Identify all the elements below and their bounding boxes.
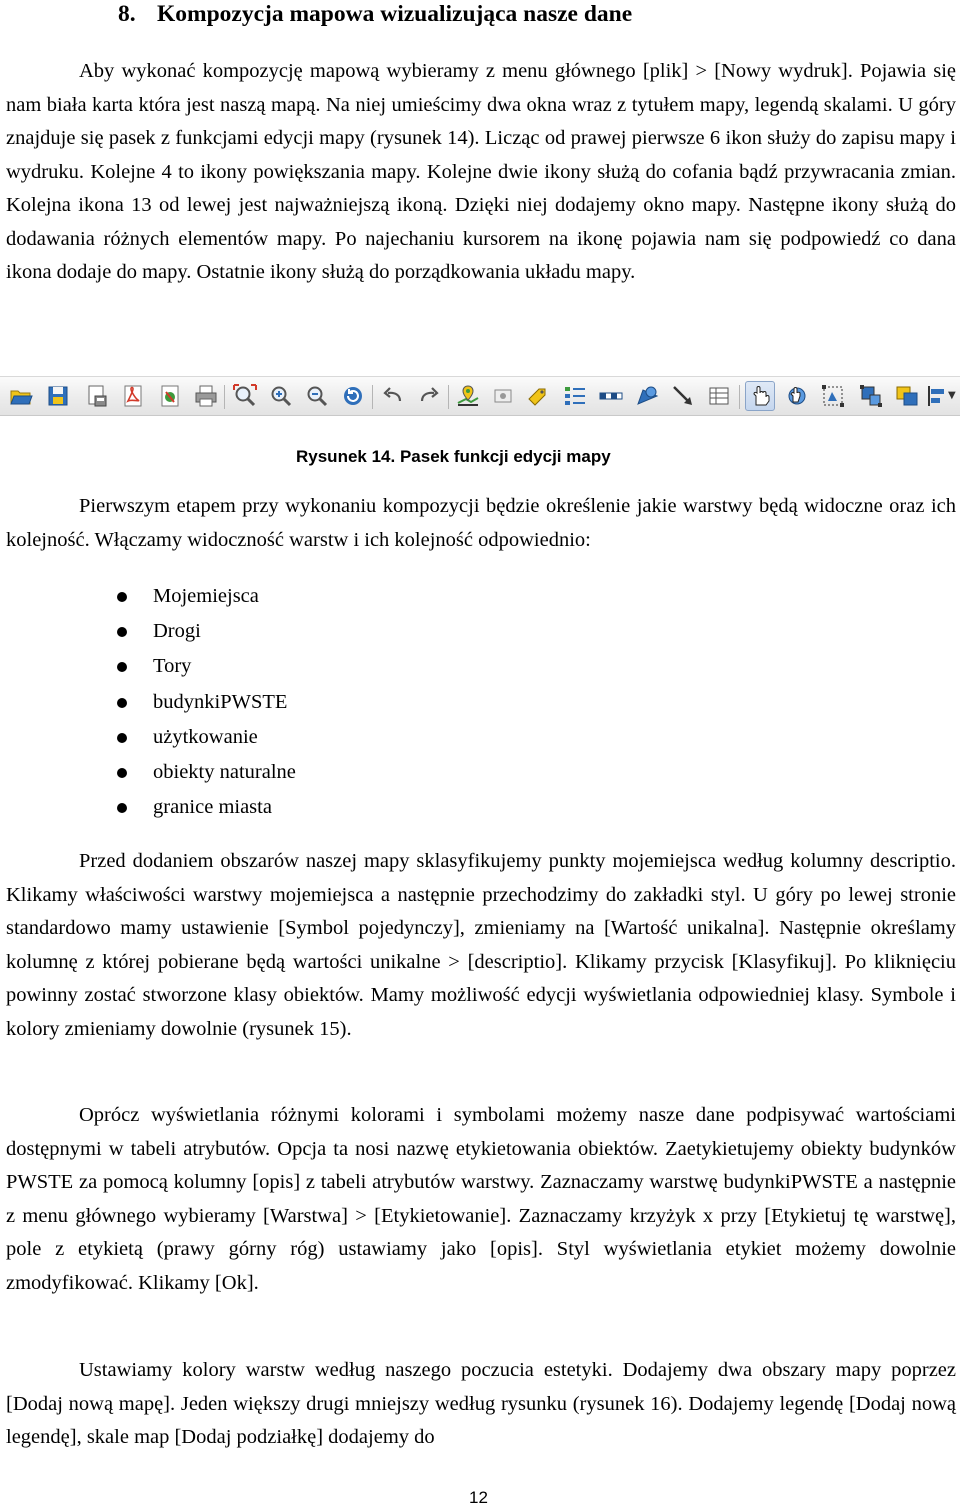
save-as-template-icon xyxy=(84,383,110,409)
align-items-icon xyxy=(924,383,946,409)
add-shape-icon xyxy=(634,383,660,409)
bullet-icon xyxy=(117,698,127,708)
add-label-icon xyxy=(524,383,550,409)
map-edit-toolbar xyxy=(0,376,960,416)
zoom-out-icon xyxy=(304,383,330,409)
raise-items-icon xyxy=(894,383,920,409)
document-page: 8. Kompozycja mapowa wizualizująca nasze dane Aby wykonać kompozycję mapową wybieramy z menu głównego [plik] > [Nowy wydruk]. Pojawia się nam biała karta która jest naszą mapą. Na niej umieścimy dwa okna wraz z tytułem mapy, legendą skalami. U góry znajduje się pasek z funkcjami edycji mapy (rysunek 14). Licząc od prawej pierwsze 6 ikon służy do zapisu mapy i wydruku. Kolejne 4 to ikony powiększania mapy. Kolejne dwie ikony służą do cofania bądź przywracania zmian. Kolejna ikona 13 od lewej jest najważniejszą ikoną. Dzięki niej dodajemy okno mapy. Następne ikony służą do dodawania różnych elementów mapy. Po najechaniu kursorem na ikonę pojawia nam się podpowiedź co dana ikona dodaje do mapy. Ostatnie ikony służą do porządkowania układu mapy. ▼ Rysunek 14. Pasek funkcji edycji mapy Pierwszym etapem przy wykonaniu kompozycji będzie określenie jakie warstwy będą widoczne oraz ich kolejność. Włączamy widoczność warstw i ich kolejność odpowiednio: Mojemiejsca Drogi Tory budynkiPWSTE użytkowanie obiekty naturalne granice miasta Przed dodaniem obszarów naszej mapy sklasyfikujemy punkty mojemiejsca według kolumny descriptio. Klikamy właściwości warstwy mojemiejsca a następnie przechodzimy do zakładki styl. U góry po lewej stronie standardowo mamy ustawienie [Symbol pojedynczy], zmieniamy na [Wartość unikalna]. Następnie określamy kolumnę z której pobierane będą wartości unikalne > [descriptio]. Klikamy przycisk [Klasyfikuj]. Po kliknięciu powinny zostać stworzone klasy obiektów. Mamy możliwość edycji wyświetlania odpowiedniej klasy. Symbole i kolory zmieniamy dowolnie (rysunek 15). Oprócz wyświetlania różnymi kolorami i symbolami możemy nasze dane podpisywać wartościami dostępnymi w tabeli atrybutów. Opcja ta nosi nazwę etykietowania obiektów. Zaetykietujemy obiekty budynków PWSTE za pomocą kolumny [opis] z tabeli atrybutów warstwy. Zaznaczamy warstwę budynkiPWSTE a następnie z menu głównego wybieramy [Warstwa] > [Etykietowanie]. Zaznaczamy krzyżyk x przy [Etykietuj tę warstwę], pole z etykietą (prawy górny róg) ustawiamy jako [opis]. Styl wyświetlania etykiet możemy dowolnie zmodyfikować. Klikamy [Ok]. Ustawiamy kolory warstw według naszego poczucia estetyki. Dodajemy dwa obszary mapy poprzez [Dodaj nową mapę]. Jeden większy drugi mniejszy według rysunku (rysunek 16). Dodajemy legendę [Dodaj nową legendę], skale map [Dodaj podziałkę] dodajemy do 12 xyxy=(0,0,960,1509)
refresh-icon xyxy=(340,383,366,409)
add-scalebar-icon xyxy=(598,383,624,409)
page-number: 12 xyxy=(469,1488,488,1507)
save-icon xyxy=(45,383,71,409)
export-pdf-icon xyxy=(120,383,146,409)
add-map-icon xyxy=(455,383,481,409)
toolbar-separator xyxy=(372,385,373,409)
bullet-icon xyxy=(117,733,127,743)
section-title: Kompozycja mapowa wizualizująca nasze dane xyxy=(157,1,633,27)
add-arrow-icon xyxy=(670,383,696,409)
add-attribute-table-icon xyxy=(706,383,732,409)
paragraph-map-areas: Ustawiamy kolory warstw według naszego poczucia estetyki. Dodajemy dwa obszary mapy poprzez [Dodaj nową mapę]. Jeden większy drugi mniejszy według rysunku (rysunek 16). Dodajemy legendę [Dodaj nową legendę], skale map [Dodaj podziałkę] dodajemy do xyxy=(6,1359,956,1448)
paragraph-intro: Aby wykonać kompozycję mapową wybieramy z menu głównego [plik] > [Nowy wydruk]. Pojawia się nam biała karta która jest naszą mapą. Na niej umieścimy dwa okna wraz z tytułem mapy, legendą skalami. U góry znajduje się pasek z funkcjami edycji mapy (rysunek 14). Licząc od prawej pierwsze 6 ikon służy do zapisu mapy i wydruku. Kolejne 4 to ikony powiększania mapy. Kolejne dwie ikony służą do cofania bądź przywracania zmian. Kolejna ikona 13 od lewej jest najważniejszą ikoną. Dzięki niej dodajemy okno mapy. Następne ikony służą do dodawania różnych elementów mapy. Po najechaniu kursorem na ikonę pojawia nam się podpowiedź co dana ikona dodaje do mapy. Ostatnie ikony służą do porządkowania układu mapy. xyxy=(6,60,956,283)
export-svg-icon xyxy=(157,383,183,409)
bullet-icon xyxy=(117,768,127,778)
ungroup-items-icon xyxy=(858,383,884,409)
select-move-item-icon xyxy=(745,381,775,411)
move-item-content-icon xyxy=(784,383,810,409)
figure-caption: Rysunek 14. Pasek funkcji edycji mapy xyxy=(296,447,611,466)
paragraph-classification: Przed dodaniem obszarów naszej mapy sklasyfikujemy punkty mojemiejsca według kolumny descriptio. Klikamy właściwości warstwy mojemiejsca a następnie przechodzimy do zakładki styl. U góry po lewej stronie standardowo mamy ustawienie [Symbol pojedynczy], zmieniamy na [Wartość unikalna]. Następnie określamy kolumnę z której pobierane będą wartości unikalne > [descriptio]. Klikamy przycisk [Klasyfikuj]. Po kliknięciu powinny zostać stworzone klasy obiektów. Mamy możliwość edycji wyświetlania odpowiedniej klasy. Symbole i kolory zmieniamy dowolnie (rysunek 15). xyxy=(6,850,956,1040)
folder-open-icon xyxy=(8,383,34,409)
section-number: 8. xyxy=(118,1,136,27)
group-items-icon xyxy=(820,383,846,409)
bullet-icon xyxy=(117,662,127,672)
section-heading xyxy=(0,0,960,30)
toolbar-overflow-icon[interactable]: ▼ xyxy=(948,390,956,401)
bullet-icon xyxy=(117,803,127,813)
add-legend-icon xyxy=(562,383,588,409)
paragraph-labeling: Oprócz wyświetlania różnymi kolorami i symbolami możemy nasze dane podpisywać wartościami dostępnymi w tabeli atrybutów. Opcja ta nosi nazwę etykietowania obiektów. Zaetykietujemy obiekty budynków PWSTE za pomocą kolumny [opis] z tabeli atrybutów warstwy. Zaznaczamy warstwę budynkiPWSTE a następnie z menu głównego wybieramy [Warstwa] > [Etykietowanie]. Zaznaczamy krzyżyk x przy [Etykietuj tę warstwę], pole z etykietą (prawy górny róg) ustawiamy jako [opis]. Styl wyświetlania etykiet możemy dowolnie zmodyfikować. Klikamy [Ok]. xyxy=(6,1104,956,1294)
print-icon xyxy=(193,383,219,409)
add-image-icon xyxy=(490,383,516,409)
toolbar-separator xyxy=(224,385,225,409)
undo-icon xyxy=(380,383,406,409)
bullet-icon xyxy=(117,592,127,602)
toolbar-separator xyxy=(739,385,740,409)
paragraph-layers-intro: Pierwszym etapem przy wykonaniu kompozycji będzie określenie jakie warstwy będą widoczne oraz ich kolejność. Włączamy widoczność warstw i ich kolejność odpowiednio: xyxy=(6,495,956,551)
zoom-full-icon xyxy=(232,383,258,409)
zoom-in-icon xyxy=(268,383,294,409)
toolbar-separator xyxy=(448,385,449,409)
bullet-icon xyxy=(117,627,127,637)
redo-icon xyxy=(416,383,442,409)
